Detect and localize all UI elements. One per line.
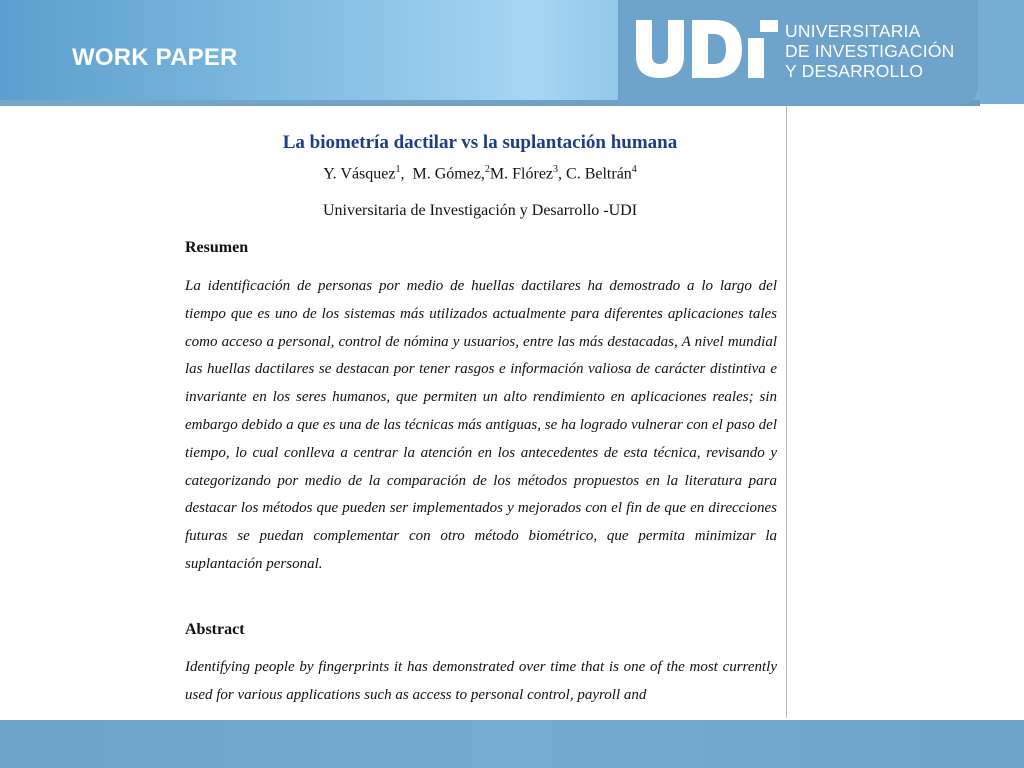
author-name: M. Gómez, [412,165,485,183]
abstract-text: Identifying people by fingerprints it has demonstrated over time that is one of the most currently used for various applications such as access to personal control, payroll and [185,659,777,703]
udi-logo [618,0,978,106]
author-sep: , [558,165,567,183]
udi-logo-text [785,21,954,81]
author-name: Y. Vásquez [323,165,396,183]
author-sup: 2 [484,164,490,175]
work-paper-label: WORK PAPER [72,44,238,71]
udi-logo-mark [634,16,780,80]
resumen-text: La identificación de personas por medio de huellas dactilares ha demostrado a lo largo del tiempo que es uno de los sistemas más utilizados actualmente para diferentes aplicaciones tales como acceso a personal, control de nómina y usuarios, entre las más destacadas, A nivel mundial las huellas dactilares se destacan por tener rasgos e información valiosa de carácter distintiva e invariante en los seres humanos, que permiten un alto rendimiento en aplicaciones reales; sin embargo debido a que es una de las técnicas más antiguas, se ha logrado vulnerar con el paso del tiempo, lo cual conlleva a centrar la atención en los antecedentes de esta técnica, revisando y categorizando por medio de la comparación de los métodos propuestos en la literatura para destacar los métodos que pueden ser implementados y mejorados con el fin de que en direcciones futuras se puedan complementar con otro método biométrico, que permita minimizar la suplantación personal. [185,278,777,572]
paper-affiliation: Universitaria de Investigación y Desarrollo -UDI [322,202,638,219]
author-sup: 3 [553,164,559,175]
logo-line-3: Y DESARROLLO [785,61,924,81]
logo-line-2: DE INVESTIGACIÓN [785,41,955,61]
logo-line-1: UNIVERSITARIA [785,21,921,41]
footer-band [0,720,1024,768]
author-sup: 4 [631,164,637,175]
author-sup: 1 [395,164,401,175]
paper-authors [0,164,960,183]
author-name: C. Beltrán [566,165,632,183]
author-sep: , [400,165,405,183]
paper-title: La biometría dactilar vs la suplantación humana [282,132,678,153]
paper-page [0,106,787,718]
resumen-heading: Resumen [185,239,249,256]
author-name: M. Flórez [489,165,554,183]
abstract-heading: Abstract [185,621,245,638]
